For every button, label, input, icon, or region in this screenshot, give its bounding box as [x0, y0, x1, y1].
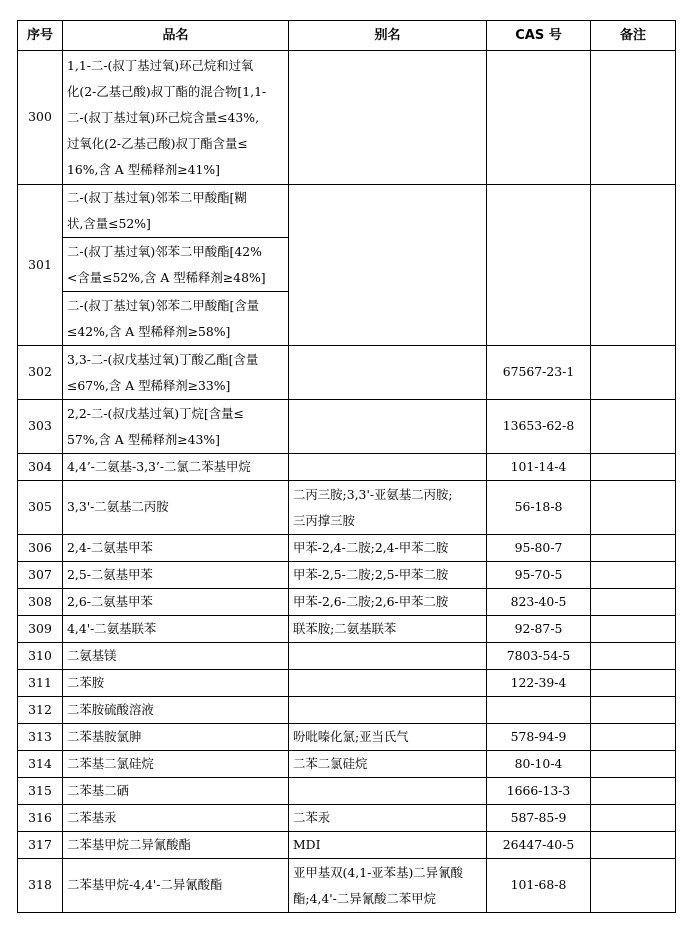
- cas-cell: 122-39-4: [487, 670, 591, 697]
- alias-cell: 吩吡嗪化氯;亚当氏气: [289, 724, 487, 751]
- name-cell: 二苯基甲烷-4,4'-二异氰酸酯: [63, 859, 289, 913]
- alias-line: 二丙三胺;3,3'-亚氨基二丙胺;: [293, 486, 453, 502]
- seq-cell: 313: [18, 724, 63, 751]
- seq-cell: 309: [18, 616, 63, 643]
- name-line: 二-(叔丁基过氧)邻苯二甲酸酯[42%: [67, 243, 262, 259]
- chemical-table: [17, 20, 676, 913]
- cas-cell: 26447-40-5: [487, 832, 591, 859]
- alias-cell: [289, 346, 487, 400]
- seq-cell: 311: [18, 670, 63, 697]
- cas-cell: 56-18-8: [487, 481, 591, 535]
- alias-cell: [289, 454, 487, 481]
- name-cell: 4,4’-二氨基-3,3’-二氯二苯基甲烷: [63, 454, 289, 481]
- cas-cell: 95-80-7: [487, 535, 591, 562]
- cas-cell: 578-94-9: [487, 724, 591, 751]
- name-cell: 3,3'-二氨基二丙胺: [63, 481, 289, 535]
- note-cell: [591, 185, 676, 346]
- header-cas: CAS 号: [487, 21, 591, 51]
- note-cell: [591, 805, 676, 832]
- note-cell: [591, 562, 676, 589]
- note-cell: [591, 778, 676, 805]
- alias-cell: [289, 643, 487, 670]
- alias-cell: [289, 778, 487, 805]
- cas-cell: [487, 51, 591, 185]
- name-line: 57%,含 A 型稀释剂≥43%]: [67, 431, 221, 447]
- alias-cell: 二苯二氯硅烷: [289, 751, 487, 778]
- alias-cell: [289, 400, 487, 454]
- table-row-305: [18, 481, 676, 535]
- name-line: ≤67%,含 A 型稀释剂≥33%]: [67, 377, 231, 393]
- table-row-309: [18, 616, 676, 643]
- cas-cell: 95-70-5: [487, 562, 591, 589]
- table-row-303: [18, 400, 676, 454]
- name-line: 16%,含 A 型稀释剂≥41%]: [67, 161, 221, 177]
- name-cell: [63, 292, 289, 346]
- name-cell: 2,5-二氨基甲苯: [63, 562, 289, 589]
- seq-cell: 302: [18, 346, 63, 400]
- name-line: 2,2-二-(叔戊基过氧)丁烷[含量≤: [67, 405, 244, 421]
- seq-cell: 318: [18, 859, 63, 913]
- alias-cell: 联苯胺;二氨基联苯: [289, 616, 487, 643]
- note-cell: [591, 400, 676, 454]
- cas-cell: 67567-23-1: [487, 346, 591, 400]
- seq-cell: 300: [18, 51, 63, 185]
- table-row-308: [18, 589, 676, 616]
- note-cell: [591, 832, 676, 859]
- alias-cell: [289, 481, 487, 535]
- cas-cell: 1666-13-3: [487, 778, 591, 805]
- name-line: 化(2-乙基己酸)叔丁酯的混合物[1,1-: [67, 83, 267, 99]
- cas-cell: 101-14-4: [487, 454, 591, 481]
- table-row-318: [18, 859, 676, 913]
- table-row-302: [18, 346, 676, 400]
- table-row-311: [18, 670, 676, 697]
- name-cell: 二苯基二硒: [63, 778, 289, 805]
- name-cell: [63, 185, 289, 238]
- name-line: 二-(叔丁基过氧)环己烷含量≤43%,: [67, 109, 260, 125]
- table-row-304: [18, 454, 676, 481]
- alias-cell: 甲苯-2,6-二胺;2,6-甲苯二胺: [289, 589, 487, 616]
- note-cell: [591, 454, 676, 481]
- note-cell: [591, 51, 676, 185]
- note-cell: [591, 535, 676, 562]
- header-note: 备注: [591, 21, 676, 51]
- alias-cell: [289, 670, 487, 697]
- alias-line: 酯;4,4'-二异氰酸二苯甲烷: [293, 890, 436, 906]
- alias-line: 三丙撑三胺: [293, 512, 355, 528]
- name-cell: 二苯胺硫酸溶液: [63, 697, 289, 724]
- alias-line: 亚甲基双(4,1-亚苯基)二异氰酸: [293, 864, 463, 880]
- note-cell: [591, 724, 676, 751]
- seq-cell: 305: [18, 481, 63, 535]
- seq-cell: 314: [18, 751, 63, 778]
- seq-cell: 301: [18, 185, 63, 346]
- alias-cell: MDI: [289, 832, 487, 859]
- cas-cell: 587-85-9: [487, 805, 591, 832]
- seq-cell: 310: [18, 643, 63, 670]
- name-line: 状,含量≤52%]: [67, 216, 151, 231]
- header-name: 品名: [63, 21, 289, 51]
- table-row-310: [18, 643, 676, 670]
- alias-cell: 二苯汞: [289, 805, 487, 832]
- seq-cell: 317: [18, 832, 63, 859]
- name-cell: 二氨基镁: [63, 643, 289, 670]
- name-cell: [63, 51, 289, 185]
- table-row-317: [18, 832, 676, 859]
- name-line: 二-(叔丁基过氧)邻苯二甲酸酯[糊: [67, 190, 247, 205]
- name-line: 3,3-二-(叔戊基过氧)丁酸乙酯[含量: [67, 351, 259, 367]
- seq-cell: 303: [18, 400, 63, 454]
- cas-cell: 101-68-8: [487, 859, 591, 913]
- seq-cell: 315: [18, 778, 63, 805]
- name-cell: [63, 346, 289, 400]
- cas-cell: 80-10-4: [487, 751, 591, 778]
- header-row: [18, 21, 676, 51]
- name-cell: 二苯基汞: [63, 805, 289, 832]
- alias-cell: [289, 51, 487, 185]
- note-cell: [591, 859, 676, 913]
- note-cell: [591, 670, 676, 697]
- cas-cell: [487, 697, 591, 724]
- table-row-307: [18, 562, 676, 589]
- name-cell: 2,6-二氨基甲苯: [63, 589, 289, 616]
- header-alias: 别名: [289, 21, 487, 51]
- table-row-314: [18, 751, 676, 778]
- table-row-306: [18, 535, 676, 562]
- name-cell: 二苯胺: [63, 670, 289, 697]
- name-cell: [63, 238, 289, 292]
- note-cell: [591, 481, 676, 535]
- note-cell: [591, 697, 676, 724]
- seq-cell: 304: [18, 454, 63, 481]
- alias-cell: [289, 697, 487, 724]
- seq-cell: 308: [18, 589, 63, 616]
- note-cell: [591, 751, 676, 778]
- table-row-313: [18, 724, 676, 751]
- seq-cell: 312: [18, 697, 63, 724]
- note-cell: [591, 589, 676, 616]
- name-cell: 4,4'-二氨基联苯: [63, 616, 289, 643]
- note-cell: [591, 643, 676, 670]
- name-line: 二-(叔丁基过氧)邻苯二甲酸酯[含量: [67, 297, 260, 313]
- table-row-316: [18, 805, 676, 832]
- note-cell: [591, 346, 676, 400]
- table-row-315: [18, 778, 676, 805]
- alias-cell: 甲苯-2,4-二胺;2,4-甲苯二胺: [289, 535, 487, 562]
- name-cell: 2,4-二氨基甲苯: [63, 535, 289, 562]
- cas-cell: [487, 185, 591, 346]
- name-cell: 二苯基胺氯胂: [63, 724, 289, 751]
- name-line: 1,1-二-(叔丁基过氧)环己烷和过氧: [67, 57, 254, 73]
- note-cell: [591, 616, 676, 643]
- cas-cell: 823-40-5: [487, 589, 591, 616]
- seq-cell: 307: [18, 562, 63, 589]
- header-seq: 序号: [18, 21, 63, 51]
- name-line: 过氧化(2-乙基己酸)叔丁酯含量≤: [67, 135, 248, 151]
- seq-cell: 316: [18, 805, 63, 832]
- table-row-301: [18, 185, 676, 238]
- name-cell: 二苯基甲烷二异氰酸酯: [63, 832, 289, 859]
- seq-cell: 306: [18, 535, 63, 562]
- alias-cell: [289, 859, 487, 913]
- cas-cell: 7803-54-5: [487, 643, 591, 670]
- table-row-300: [18, 51, 676, 185]
- table-row-312: [18, 697, 676, 724]
- name-line: ≤42%,含 A 型稀释剂≥58%]: [67, 323, 231, 339]
- cas-cell: 92-87-5: [487, 616, 591, 643]
- alias-cell: [289, 185, 487, 346]
- cas-cell: 13653-62-8: [487, 400, 591, 454]
- name-line: <含量≤52%,含 A 型稀释剂≥48%]: [67, 269, 266, 285]
- name-cell: 二苯基二氯硅烷: [63, 751, 289, 778]
- alias-cell: 甲苯-2,5-二胺;2,5-甲苯二胺: [289, 562, 487, 589]
- name-cell: [63, 400, 289, 454]
